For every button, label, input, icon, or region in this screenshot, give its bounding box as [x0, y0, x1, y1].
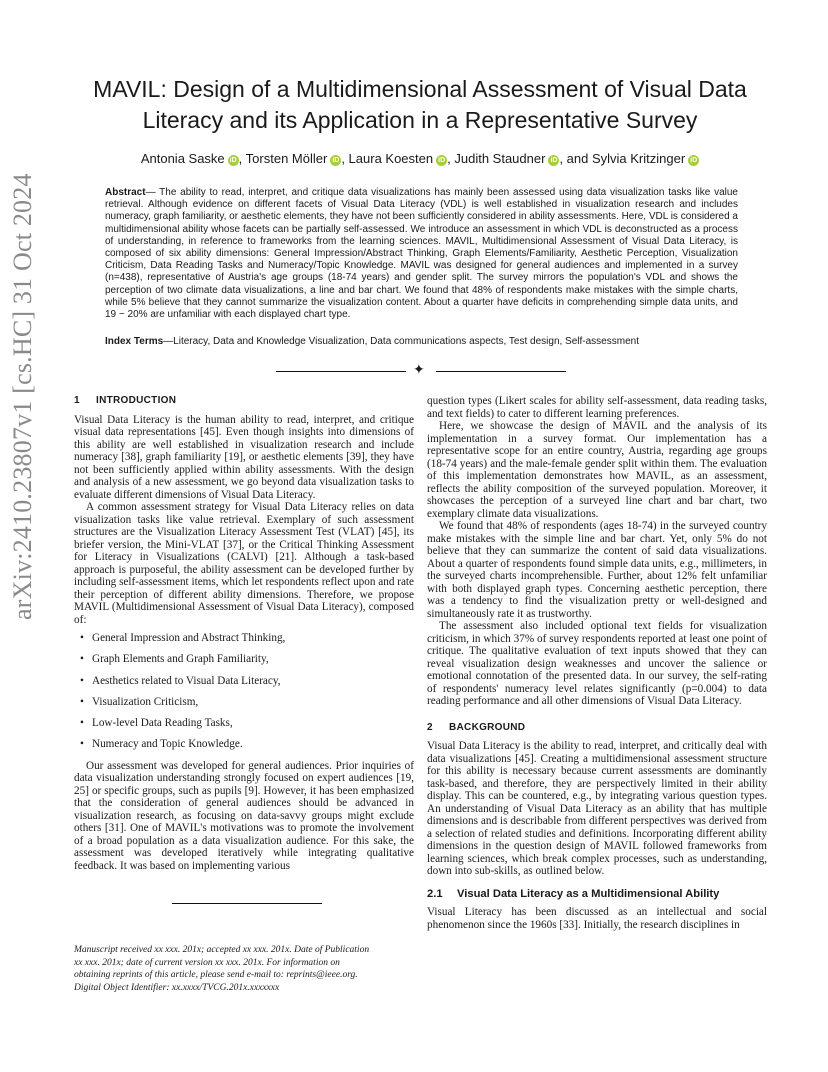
footnote-line: Digital Object Identifier: xx.xxxx/TVCG.201x.xxxxxxx	[74, 982, 280, 993]
section-number: 1	[74, 395, 80, 406]
orcid-icon[interactable]: iD	[438, 157, 446, 164]
author-name: Laura Koesten	[348, 151, 434, 166]
author-name: Antonia Saske	[140, 151, 225, 166]
list-item: • Visualization Criticism,	[92, 696, 414, 709]
orcid-icon[interactable]: iD	[229, 157, 237, 164]
subsection-heading	[427, 888, 767, 901]
author-list: Antonia Saske iD , Torsten Möller iD , Laura Koesten iD , Judith Staudner iD , and Sylvia Kritzinger iD	[140, 151, 698, 166]
background-paragraph-2: Visual Literacy has been discussed as an intellectual and social phenomenon since the 1960s [33]. Initially, the research disciplines in	[427, 906, 767, 931]
list-item: • Graph Elements and Graph Familiarity,	[92, 653, 414, 666]
index-terms-text: —Literacy, Data and Knowledge Visualization, Data communications aspects, Test design, Self-assessment	[163, 336, 639, 347]
author-name: Torsten Möller	[245, 151, 328, 166]
subsection-title: Visual Data Literacy as a Multidimensional Ability	[457, 887, 720, 900]
intro-paragraph-3: Our assessment was developed for general audiences. Prior inquiries of data visualization understanding strongly focused on expert audiences [19, 25] or specific groups, such as pupils [9]. However, it has been emphasized that the consideration of general audiences should be advanced in visualization research, as focusing on data-savvy groups might exclude others [31]. One of MAVIL's motivations was to promote the involvement of a broad population as a data visualization audience. For this sake, the assessment was developed iteratively while integrating qualitative feedback. It was based on implementing various	[74, 759, 414, 872]
orcid-icon[interactable]: iD	[550, 157, 558, 164]
dimension-list	[74, 632, 414, 751]
intro-paragraph-1: Visual Data Literacy is the human ability to read, interpret, and critique visual data representations [45]. Even though insights into dimensions of this ability are well established in visualization research and include numeracy [38], graph familiarity [19], or aesthetic elements [39], they have not been sufficiently applied within ability assessments. With the design and analysis of a new assessment, we go beyond data visualization tasks to evaluate different dimensions of Visual Data Literacy.	[74, 413, 414, 501]
section-title: INTRODUCTION	[96, 395, 177, 406]
orcid-icon[interactable]: iD	[690, 157, 698, 164]
arxiv-identifier: arXiv:2410.23807v1 [cs.HC] 31 Oct 2024	[8, 173, 37, 620]
intro-paragraph-6: We found that 48% of respondents (ages 18-74) in the surveyed country make mistakes with the simple line and bar chart. Yet, only 5% do not believe that they can summarize the content of said data visualizations. About a quarter of respondents found simple data units, e.g., millimeters, in the surveyed charts incomprehensible. Further, about 12% felt unfamiliar with both displayed graph types. Concerning aesthetic perception, there was a tendency to find the visualization pretty or well-designed and simultaneously rate it as trustworthy.	[427, 520, 767, 620]
star-icon: ✦	[413, 362, 425, 378]
section-heading-introduction	[74, 395, 414, 408]
author-name: and Sylvia Kritzinger	[566, 151, 686, 166]
left-column	[74, 395, 414, 872]
title-line-1: MAVIL: Design of a Multidimensional Assessment of Visual Data	[93, 76, 747, 102]
intro-paragraph-7: The assessment also included optional text fields for visualization criticism, in which 37% of survey respondents reported at least one point of critique. The qualitative evaluation of text inputs showed that they can reveal visualization design weaknesses and uncover the salience or emotional connotation of the presented data. In our survey, the self-rating of respondents' numeracy level relates significantly (p=0.004) to data reading performance and all other dimensions of Visual Data Literacy.	[427, 620, 767, 707]
section-heading-background	[427, 722, 767, 735]
index-terms-label: Index Terms	[105, 336, 164, 347]
list-item: • Low-level Data Reading Tasks,	[92, 717, 414, 730]
list-item: • Aesthetics related to Visual Data Literacy,	[92, 675, 414, 688]
abstract-text: — The ability to read, interpret, and critique data visualizations has mainly been assessed using data visualization tasks like value retrieval. Although evidence on different facets of Visual Data Literacy (VDL) is well established in visualization research and includes numeracy, graph familiarity, or aesthetic elements, they have not been sufficiently considered in ability assessments. Here, VDL is considered a multidimensional ability whose facets can be partially self-assessed. We introduce an assessment in which VDL is deconstructed as a process of understanding, in reference to frameworks from the learning sciences. MAVIL, Multidimensional Assessment of Visual Data Literacy, is composed of six ability dimensions: General Impression/Abstract Thinking, Graph Elements/Familiarity, Aesthetic Perception, Visualization Criticism, Data Reading Tasks and Numeracy/Topic Knowledge. MAVIL was designed for general audiences and implemented in a survey (n=438), representative of Austria's age groups (18-74 years) and gender split. The survey mirrors the population's VDL and shows the perception of two climate data visualizations, a line and bar chart. We found that 48% of respondents make mistakes with the simple charts, while 5% believe that they cannot summarize the visualization content. About a quarter have deficits in comprehending simple data units, and 19 − 20% are unfamiliar with each displayed chart type.	[105, 187, 738, 321]
footnote-line: xx xxx. 201x; date of current version xx xxx. 201x. For information on	[74, 957, 340, 968]
section-divider	[276, 362, 566, 378]
abstract-label: Abstract	[105, 187, 146, 198]
intro-paragraph-5: Here, we showcase the design of MAVIL and the analysis of its implementation in a survey format. Our implementation has a representative scope for an entire country, Austria, regarding age groups (18-74 years) and the male-female gender split within them. The evaluation of this implementation demonstrates how MAVIL, as an assessment, reflects the ability composition of the surveyed population. Moreover, it showcases the perception of a surveyed line chart and bar chart, two exemplary climate data visualizations.	[427, 420, 767, 520]
background-paragraph-1: Visual Data Literacy is the ability to read, interpret, and critically deal with data visualizations [45]. Creating a multidimensional assessment structure for this ability is necessary because current assessments are dominantly task-based, and therefore, they are perspectively limited in their ability display. This can be countered, e.g., by integrating various question types. An understanding of Visual Data Literacy as an ability that has multiple dimensions and is describable from different perspectives was derived from a selection of related studies and definitions. Incorporating different ability dimensions in the question design of MAVIL followed frameworks from learning sciences, which break complex processes, such as understanding, down into sub-skills, as outlined below.	[427, 740, 767, 877]
right-column	[427, 395, 767, 931]
divider-line-left	[276, 371, 406, 372]
author-name: Judith Staudner	[454, 151, 546, 166]
divider-line-right	[436, 371, 566, 372]
footnote	[74, 944, 414, 994]
list-item: • Numeracy and Topic Knowledge.	[92, 738, 414, 751]
subsection-number: 2.1	[427, 887, 443, 900]
footnote-line: obtaining reprints of this article, please send e-mail to: reprints@ieee.org.	[74, 970, 358, 981]
list-item: • General Impression and Abstract Thinking,	[92, 632, 414, 645]
section-title: BACKGROUND	[449, 721, 526, 733]
index-terms	[105, 336, 738, 348]
title-line-2: Literacy and its Application in a Representative Survey	[142, 107, 698, 133]
footnote-rule	[172, 903, 322, 904]
paper-title	[80, 74, 760, 136]
orcid-icon[interactable]: iD	[332, 157, 340, 164]
section-number: 2	[427, 721, 433, 733]
abstract	[105, 187, 738, 321]
intro-paragraph-2: A common assessment strategy for Visual Data Literacy relies on data visualization tasks like value retrieval. Exemplary of such assessment structures are the Visualization Literacy Assessment Test (VLAT) [45], its briefer version, the Mini-VLAT [37], or the Critical Thinking Assessment for Literacy in Visualizations (CALVI) [21]. Although a task-based approach is purposeful, the ability assessment can be developed further by including self-assessment items, which let respondents reflect upon and rate their perception of different ability dimensions. Therefore, we propose MAVIL (Multidimensional Assessment of Visual Data Literacy), composed of:	[74, 501, 414, 626]
footnote-line: Manuscript received xx xxx. 201x; accepted xx xxx. 201x. Date of Publication	[74, 945, 370, 955]
intro-paragraph-4: question types (Likert scales for ability self-assessment, data reading tasks, and text fields) to cater to different learning preferences.	[427, 395, 767, 420]
